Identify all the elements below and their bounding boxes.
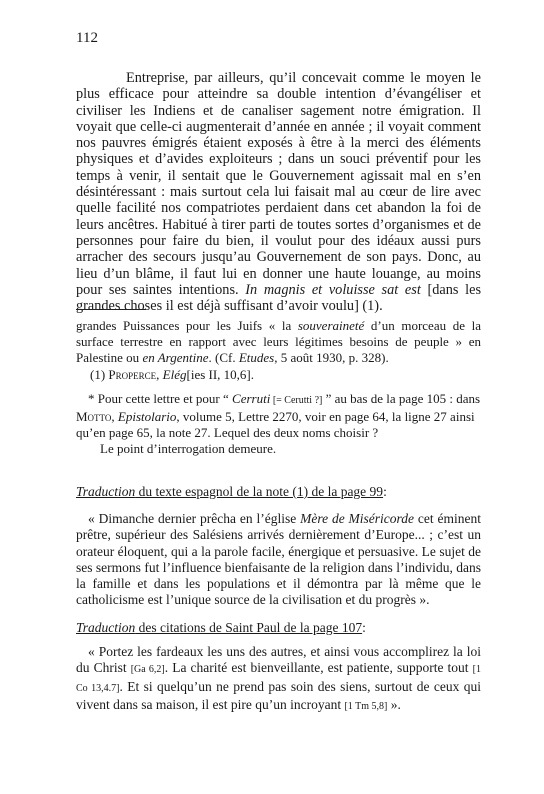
quote1-church: Mère de Miséricorde: [300, 511, 415, 526]
heading1-traduction: Traduction: [76, 484, 136, 499]
section-heading-espagnol: [76, 484, 481, 500]
quote-saint-paul: [76, 644, 481, 715]
main-text-part1: Entreprise, par ailleurs, qu’il concevait comme le moyen le plus efficace pour atteindre sa double intention d’évangéliser et civiliser les Indiens et de canaliser sagement notre émigration. Il voyait que celle-ci augmenterait d’année en année ; il voyait comment nos pauvres émigrés étaient exposés à être à la merci des éléments physiques et d’avides exploiteurs ; dans un souci préventif pour les temps à venir, il sentait que le Gouvernement agissait mal en s’en désintéressant : mais surtout cela lui faisait mal au cœur de lire avec quelle facilité nos compatriotes perdaient dans cet abandon la foi de leurs ancêtres. Habitué à tirer parti de toutes sortes d’organismes et de personnes pour faire du bien, il voulut pour des idéaux aussi purs arracher des secours jusqu’au Gouvernement de son pays. Donc, au lieu d’un blâme, il faut lui en donner une haute louange, au moins pour ses saintes intentions.: [76, 70, 481, 298]
footnote-text-b: d’un morceau de la surface terrestre en rapport avec leurs légitimes besoins de peuple » en Palestine ou: [76, 318, 481, 366]
footnote-ref-number: (1): [90, 366, 109, 382]
star-note-comma: ,: [111, 409, 118, 424]
quote2-c: . Et si quelqu’un ne prend pas soin des siens, surtout de ceux qui vivent dans sa maison, il est pire qu’un incroyant: [76, 678, 481, 712]
star-note-c: , volume 5, Lettre 2270, voir en page 64, la ligne 27 ainsi qu’en page 65, la note 27. Lequel des deux noms choisir ?: [76, 409, 475, 440]
heading1-rest: du texte espagnol de la note (1) de la page 99: [135, 484, 384, 499]
footnote-ref-end: .: [250, 366, 255, 382]
footnote-ref-work: Elég: [162, 366, 187, 382]
star-note-motto: Motto: [76, 409, 112, 424]
footnote-block: [76, 318, 481, 383]
section-heading-saint-paul: [76, 620, 481, 636]
page-number: 112: [76, 30, 98, 46]
footnote-etudes: Etudes: [238, 350, 275, 366]
footnote-text-a: grandes Puissances pour les Juifs « la: [76, 318, 298, 333]
star-note-b: ” au bas de la page 105 : dans: [322, 391, 481, 406]
footnote-ref-author: Properce: [108, 366, 157, 382]
heading2-rest: des citations de Saint Paul de la page 107: [135, 620, 363, 635]
main-paragraph: [76, 70, 481, 314]
quote2-ref2: [1 Co 13,4.7]: [76, 664, 481, 694]
main-text-part2: [dans les grandes choses il est déjà suffisant d’avoir voulu] (1).: [76, 281, 482, 315]
star-note-bracket: [= Cerutti ?]: [270, 395, 323, 406]
quote1-b: cet éminent prêtre, supérieur des Salésiens arrivés dernièrement d’Europe... ; c’est un orateur éloquent, qui a la parole facile, énergique et persuasive. Le sujet de ses sermons fut l’influence bienfaisante de la religion dans l’individu, dans la famille et dans les populations et il démontra par là même que le catholicisme est l’unique source de la civilisation et du progrès ».: [76, 511, 481, 608]
quote2-b: . La charité est bienveillante, est patiente, supporte tout: [164, 660, 473, 676]
footnote-text-c: . (Cf.: [208, 350, 239, 366]
star-note-a: * Pour cette lettre et pour “: [88, 391, 233, 406]
latin-quote: In magnis et voluisse sat est: [245, 281, 421, 298]
quote2-ref1: [Ga 6,2]: [130, 664, 165, 676]
star-note-epistolario: Epistolario: [117, 409, 177, 424]
heading1-colon: :: [383, 484, 387, 499]
star-note-sub: Le point d’interrogation demeure.: [100, 441, 277, 456]
footnote-en-argentine: en Argentine: [142, 350, 209, 366]
quote2-a: « Portez les fardeaux les uns des autres, et ainsi vous accomplirez la loi du Christ: [76, 644, 481, 676]
heading2-colon: :: [362, 620, 366, 635]
footnote-ref-ies: [ies II, 10,6]: [186, 366, 251, 382]
star-note-cerruti: Cerruti: [232, 391, 271, 406]
footnote-ref-sep: ,: [156, 366, 163, 382]
quote-espagnol: [76, 511, 481, 609]
quote2-ref3: [1 Tm 5,8]: [344, 700, 388, 712]
footnote-souverainete: souveraineté: [297, 318, 365, 333]
footnote-text-d: , 5 août 1930, p. 328).: [274, 350, 389, 366]
quote2-d: ».: [387, 696, 401, 712]
footnote-separator: [76, 309, 146, 310]
star-note: [76, 391, 481, 457]
quote1-a: « Dimanche dernier prêcha en l’église: [88, 511, 301, 526]
heading2-traduction: Traduction: [76, 620, 136, 635]
